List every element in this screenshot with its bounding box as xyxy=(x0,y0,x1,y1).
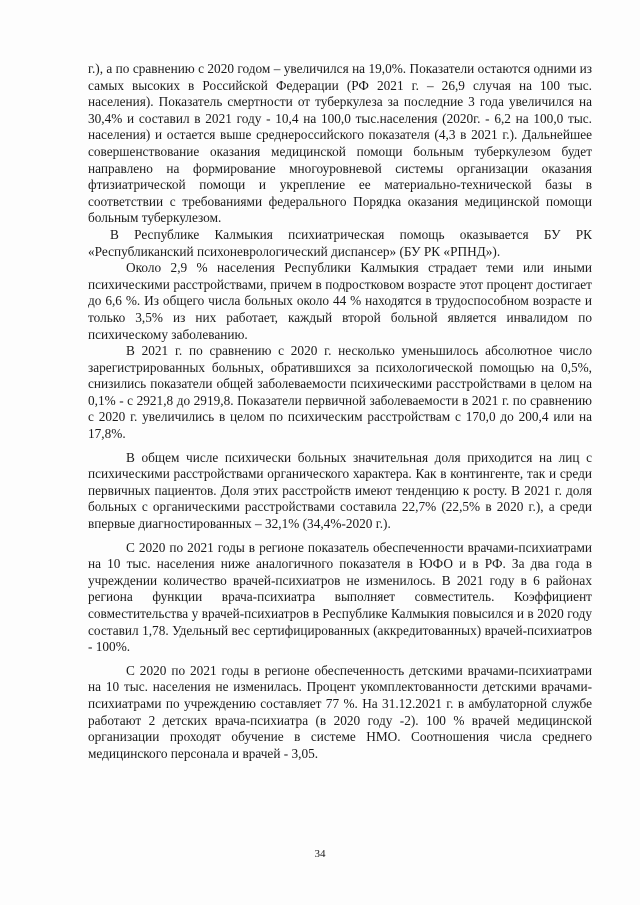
paragraph-psychiatric-service: В Республике Калмыкия психиатрическая помощь оказывается БУ РК «Республиканский психоневрологический диспансер» (БУ РК «РПНД»). xyxy=(88,226,592,259)
paragraph-morbidity-2021: В 2021 г. по сравнению с 2020 г. несколько уменьшилось абсолютное число зарегистрированных больных, обратившихся за психологической помощью на 0,5%, снизились показатели общей заболеваемости психическими расстройствами в целом на 0,1% - с 2921,8 до 2919,8. Показатели первичной заболеваемости в 2021 г. по сравнению с 2020 г. увеличились в целом по психическим расстройствам с 170,0 до 200,4 или на 17,8%. xyxy=(88,343,592,442)
paragraph-child-psychiatrists: С 2020 по 2021 годы в регионе обеспеченность детскими врачами-психиатрами на 10 тыс. населения не изменилась. Процент укомплектованности детскими врачами-психиатрами по учреждению составляет 77 %. На 31.12.2021 г. в амбулаторной службе работают 2 детских врача-психиатра (в 2020 году -2). 100 % врачей медицинской организации проходят обучение в системе НМО. Соотношения числа среднего медицинского персонала и врачей - 3,05. xyxy=(88,662,592,761)
paragraph-tuberculosis-continuation: г.), а по сравнению с 2020 годом – увеличился на 19,0%. Показатели остаются одними из самых высоких в Российской Федерации (РФ 2021 г. – 26,9 случая на 100 тыс. населения). Показатель смертности от туберкулеза за последние 3 года увеличился на 30,4% и составил в 2021 году - 10,4 на 100,0 тыс.населения (2020г. - 6,2 на 100,0 тыс. населения) и остается выше среднероссийского показателя (4,3 в 2021 г.). Дальнейшее совершенствование оказания медицинской помощи больным туберкулезом будет направлено на формирование многоуровневой системы организации оказания фтизиатрической помощи и укрепление ее материально-технической базы в соответствии с требованиями федерального Порядка оказания медицинской помощи больным туберкулезом. xyxy=(88,61,592,226)
page-number: 34 xyxy=(314,848,326,860)
document-body xyxy=(88,61,592,762)
paragraph-psychiatrist-staffing: С 2020 по 2021 годы в регионе показатель обеспеченности врачами-психиатрами на 10 тыс. населения ниже аналогичного показателя в ЮФО и в РФ. За два года в учреждении количество врачей-психиатров не изменилось. В 2021 году в 6 районах региона функции врача-психиатра выполняет совместитель. Коэффициент совместительства у врачей-психиатров в Республике Калмыкия повысился и в 2020 году составил 1,78. Удельный вес сертифицированных (аккредитованных) врачей-психиатров - 100%. xyxy=(88,539,592,655)
paragraph-population-prevalence: Около 2,9 % населения Республики Калмыкия страдает теми или иными психическими расстройствами, причем в подростковом возрасте этот процент достигает до 6,6 %. Из общего числа больных около 44 % находятся в трудоспособном возрасте и только 3,5% из них работает, каждый второй больной является инвалидом по психическому заболеванию. xyxy=(88,260,592,342)
paragraph-organic-disorders: В общем числе психически больных значительная доля приходится на лиц с психическими расстройствами органического характера. Как в контингенте, так и среди первичных пациентов. Доля этих расстройств имеют тенденцию к росту. В 2021 г. доля больных с органическими расстройствами составила 22,7% (22,5% в 2020 г.), а среди впервые диагностированных – 32,1% (34,4%-2020 г.). xyxy=(88,449,592,532)
